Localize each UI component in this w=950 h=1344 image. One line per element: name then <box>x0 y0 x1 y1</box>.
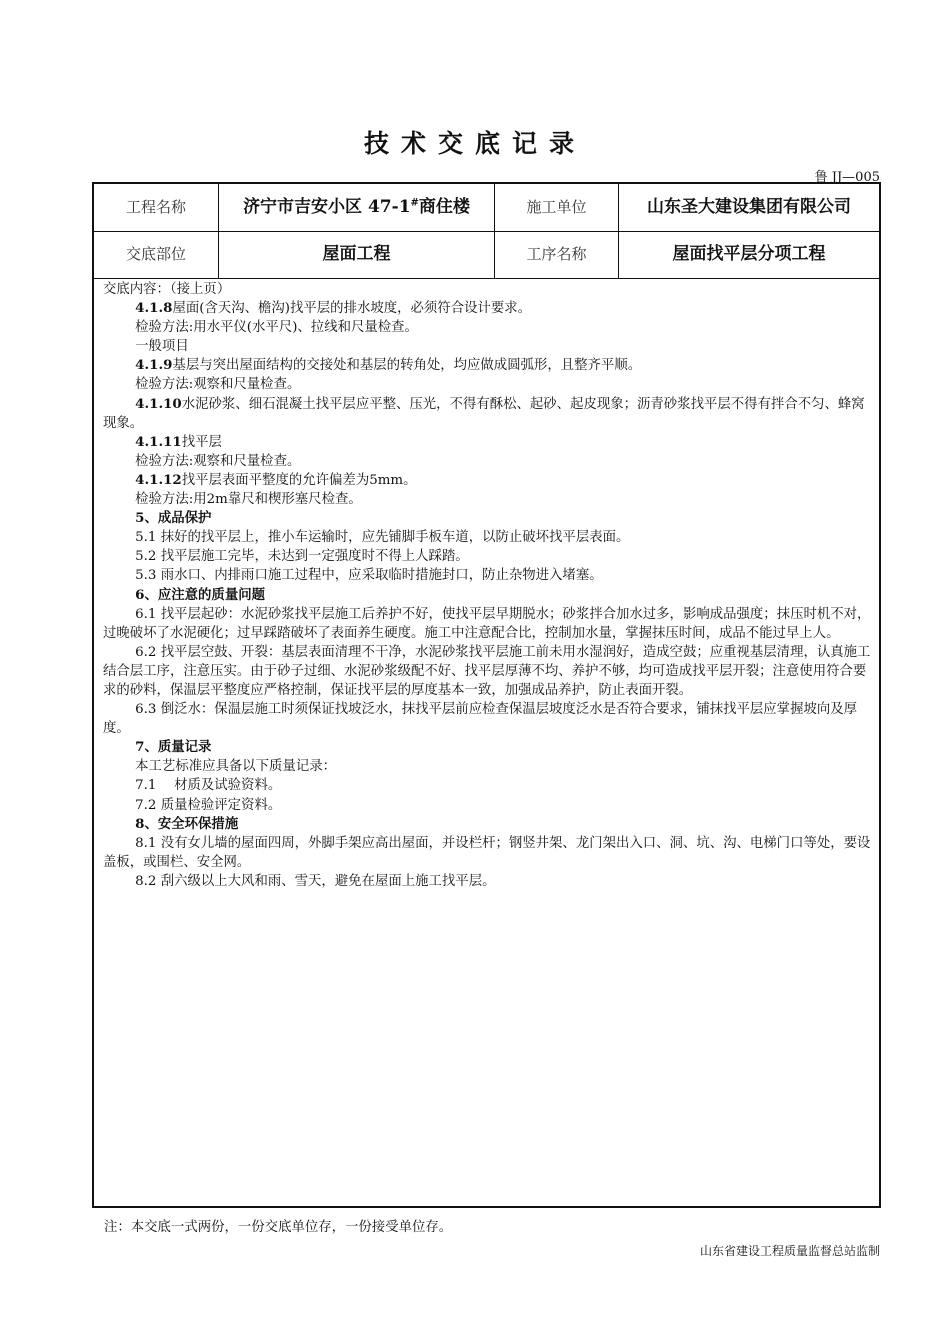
inspection-method: 检验方法:用水平仪(水平尺)、拉线和尺量检查。 <box>135 320 418 336</box>
section-6-2: 6.2 找平层空鼓、开裂：基层表面清理不干净，水泥砂浆找平层施工前未用水湿润好，造成空鼓；应重视基层清理，认真施工结合层工序，注意压实。由于砂子过细、水泥砂浆级配不好、找平层厚薄不均、养护不够，均可造成找平层开裂；注意使用符合要求的砂料，保温层平整度应严格控制，保证找平层的厚度基本一致，加强成品养护，防止表面开裂。 <box>103 644 871 698</box>
item-text: 找平层表面平整度的允许偏差为5mm。 <box>181 472 417 488</box>
section-6-3: 6.3 倒泛水：保温层施工时须保证找坡泛水，抹找平层前应检查保温层坡度泛水是否符合要求，铺抹找平层应掌握坡向及厚度。 <box>103 702 858 737</box>
page-title: 技术交底记录 <box>363 129 586 158</box>
section-8-title: 8、安全环保措施 <box>135 815 239 832</box>
inspection-method: 检验方法:观察和尺量检查。 <box>135 377 301 393</box>
process-value: 屋面找平层分项工程 <box>672 244 826 264</box>
section-7-intro: 本工艺标准应具备以下质量记录： <box>135 759 337 775</box>
item-text: 水泥砂浆、细石混凝土找平层应平整、压光，不得有酥松、起砂、起皮现象；沥青砂浆找平层不得有拌合不匀、蜂窝现象。 <box>103 396 865 431</box>
item-4-1-12 <box>103 471 875 490</box>
section-5-1: 5.1 抹好的找平层上，推小车运输时，应先铺脚手板车道，以防止破坏找平层表面。 <box>135 530 630 546</box>
item-number: 4.1.12 <box>135 471 182 488</box>
section-5-2: 5.2 找平层施工完毕，未达到一定强度时不得上人踩踏。 <box>135 549 469 565</box>
part-value: 屋面工程 <box>219 231 495 278</box>
header-row-2 <box>94 231 879 279</box>
item-4-1-10 <box>103 395 875 433</box>
project-name-value <box>219 184 495 231</box>
section-7-1: 7.1 材质及试验资料。 <box>135 778 282 794</box>
project-name-label: 工程名称 <box>94 184 219 231</box>
section-5-3: 5.3 雨水口、内排雨口施工过程中，应采取临时措施封口，防止杂物进入堵塞。 <box>135 568 603 584</box>
section-6-title: 6、应注意的质量问题 <box>135 586 265 603</box>
section-7-title: 7、质量记录 <box>135 739 212 756</box>
item-4-1-11 <box>103 433 875 452</box>
inspection-method: 检验方法:观察和尺量检查。 <box>135 453 301 469</box>
inspection-method: 检验方法:用2m靠尺和楔形塞尺检查。 <box>135 492 362 508</box>
item-number: 4.1.9 <box>135 357 173 374</box>
project-name-post: 商住楼 <box>418 197 470 217</box>
item-number: 4.1.10 <box>135 395 182 412</box>
contractor-value: 山东圣大建设集团有限公司 <box>647 197 851 217</box>
general-items-heading: 一般项目 <box>135 339 189 355</box>
part-label: 交底部位 <box>94 231 219 278</box>
item-text: 屋面(含天沟、檐沟)找平层的排水坡度，必须符合设计要求。 <box>172 301 532 317</box>
item-text: 找平层 <box>181 434 222 450</box>
section-8-1: 8.1 没有女儿墙的屋面四周，外脚手架应高出屋面，并设栏杆；钢竖井架、龙门架出入口、洞、坑、沟、电梯门口等处，要设盖板，或围栏、安全网。 <box>103 835 871 870</box>
project-name-pre: 济宁市吉安小区 47-1 <box>243 197 411 217</box>
project-name-sup: # <box>410 197 419 209</box>
disclosure-content <box>103 280 875 891</box>
record-form <box>92 182 881 1208</box>
section-8-2: 8.2 刮六级以上大风和雨、雪天，避免在屋面上施工找平层。 <box>135 873 496 889</box>
contractor-label: 施工单位 <box>495 184 619 231</box>
item-4-1-8 <box>103 299 875 318</box>
supervisor-footer: 山东省建设工程质量监督总站监制 <box>699 1244 880 1258</box>
footnote: 注：本交底一式两份，一份交底单位存，一份接受单位存。 <box>104 1220 453 1235</box>
item-number: 4.1.8 <box>135 300 173 317</box>
content-intro: 交底内容：（接上页） <box>103 282 231 297</box>
process-label: 工序名称 <box>495 231 619 278</box>
header-row-1 <box>94 184 879 232</box>
item-text: 基层与突出屋面结构的交接处和基层的转角处，均应做成圆弧形，且整齐平顺。 <box>172 358 642 374</box>
form-code: 鲁 JJ—005 <box>814 170 880 185</box>
section-5-title: 5、成品保护 <box>135 510 212 527</box>
section-6-1: 6.1 找平层起砂：水泥砂浆找平层施工后养护不好，使找平层早期脱水；砂浆拌合加水过多，影响成品强度；抹压时机不对，过晚破坏了水泥硬化；过早踩踏破坏了表面养生硬度。施工中注意配合比，控制加水量，掌握抹压时间，成品不能过早上人。 <box>103 606 871 641</box>
item-4-1-9 <box>103 356 875 375</box>
item-number: 4.1.11 <box>135 433 182 450</box>
section-7-2: 7.2 质量检验评定资料。 <box>135 797 282 813</box>
